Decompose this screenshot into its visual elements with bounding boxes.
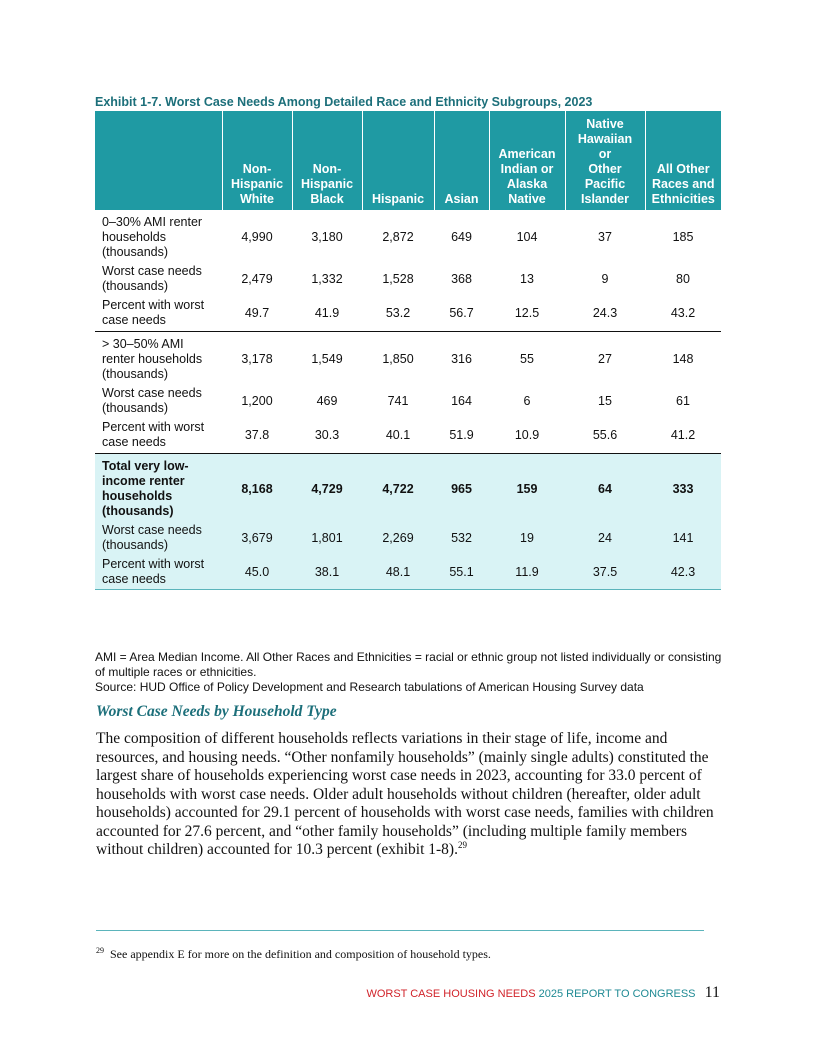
table-row [95,384,721,418]
exhibit-notes [95,650,725,695]
table-cell: 3,180 [311,230,343,244]
column-header-other: All Other Races and Ethnicities [645,111,721,210]
row-label: Worst case needs (thousands) [95,521,222,555]
table-row [95,210,721,262]
table-cell: 12.5 [489,296,565,332]
note-text: AMI = Area Median Income. All Other Races and Ethnicities = racial or ethnic group not listed individually or consisting of multiple races or ethnicities. [95,650,722,679]
table-cell: 741 [387,393,409,408]
table-cell: 316 [451,352,472,366]
table-cell: 30.3 [292,418,362,454]
table-cell: 49.7 [222,296,292,332]
table-cell: 11.9 [489,555,565,590]
table-cell: 37 [598,230,612,244]
table-cell: 55.1 [434,555,489,590]
table-cell: 2,269 [362,521,434,555]
table-cell: 13 [520,271,534,286]
table-cell: 56.7 [434,296,489,332]
table-cell: 164 [451,393,472,408]
table-cell: 55 [520,352,534,366]
table-cell: 3,178 [241,352,273,366]
table-cell: 1,332 [311,271,343,286]
table-cell: 10.9 [489,418,565,454]
footnote-divider [96,930,704,931]
table-cell: 64 [565,454,645,522]
row-label: Percent with worst case needs [95,555,222,590]
table-cell: 15 [598,393,612,408]
footnote-reference[interactable]: 29 [457,839,467,850]
table-cell: 41.2 [645,418,721,454]
table-cell: 965 [434,454,489,522]
row-label: Worst case needs (thousands) [102,386,202,415]
table-cell: 148 [672,352,694,366]
table-cell: 42.3 [645,555,721,590]
table-cell: 37.5 [565,555,645,590]
table-cell: 40.1 [362,418,434,454]
footer-report-title: WORST CASE HOUSING NEEDS [366,988,536,1000]
exhibit-title: Exhibit 1-7. Worst Case Needs Among Detailed Race and Ethnicity Subgroups, 2023 [95,95,593,109]
table-cell: 1,549 [311,352,343,366]
section-heading: Worst Case Needs by Household Type [96,703,337,720]
table-cell: 24.3 [565,296,645,332]
table-cell: 532 [434,521,489,555]
table-cell: 1,200 [241,393,273,408]
table-cell: 55.6 [565,418,645,454]
source-text: Source: HUD Office of Policy Development and Research tabulations of American Housing Survey data [95,680,644,694]
row-label: Percent with worst case needs [95,296,222,332]
table-cell: 38.1 [292,555,362,590]
table-cell: 51.9 [434,418,489,454]
footnote-number: 29 [96,946,104,955]
table-cell: 80 [676,271,690,286]
table-cell: 1,850 [382,352,414,366]
table-cell: 141 [645,521,721,555]
table-cell: 4,990 [241,230,273,244]
exhibit-table [95,111,721,590]
row-label: Total very low-income renter households (thousands) [95,454,222,522]
table-cell: 2,872 [382,230,414,244]
table-cell: 41.9 [292,296,362,332]
table-cell: 649 [451,230,472,244]
table-row [95,262,721,296]
table-row [95,454,721,522]
table-cell: 368 [451,271,472,286]
table-cell: 19 [489,521,565,555]
table-cell: 3,679 [222,521,292,555]
table-cell: 8,168 [222,454,292,522]
row-label: Percent with worst case needs [95,418,222,454]
table-cell: 469 [316,393,338,408]
footnote [96,946,716,962]
table-cell: 37.8 [222,418,292,454]
table-row [95,555,721,590]
table-row [95,332,721,385]
column-header-hispanic: Hispanic [362,111,434,210]
table-cell: 1,801 [292,521,362,555]
paragraph-text: The composition of different households reflects variations in their stage of life, income and resources, and housing needs. “Other nonfamily households” (mainly single adults) constituted the largest share of households experiencing worst case needs in 2023, accounting for 33.0 percent of households with worst case needs. Older adult households without children (hereafter, older adult households) accounted for 29.1 percent of households with worst case needs, families with children accounted for 27.6 percent, and “other family households” (including multiple family members without children) accounted for 10.3 percent (exhibit 1-8). [96,730,714,858]
table-cell: 2,479 [241,271,273,286]
table-cell: 1,528 [382,271,414,286]
table-cell: 185 [672,230,694,244]
table-row [95,296,721,332]
row-label: 0–30% AMI renter households (thousands) [102,215,203,259]
row-label: Worst case needs (thousands) [102,264,202,293]
column-header-aian: American Indian or Alaska Native [489,111,565,210]
footer-report-subtitle: 2025 REPORT TO CONGRESS [538,988,696,1000]
table-cell: 24 [565,521,645,555]
row-label: > 30–50% AMI renter households (thousands) [102,337,203,381]
group-30-50-ami [95,332,721,454]
table-cell: 4,729 [292,454,362,522]
page-number: 11 [704,984,720,1001]
table-header-row [95,111,721,210]
table-cell: 104 [516,230,538,244]
table-cell: 6 [523,393,531,408]
table-row [95,418,721,454]
table-cell: 4,722 [362,454,434,522]
footnote-text: See appendix E for more on the definition and composition of household types. [110,947,491,961]
table-cell: 159 [489,454,565,522]
table-cell: 43.2 [645,296,721,332]
body-paragraph [96,730,726,860]
column-header-nh-white: Non- Hispanic White [222,111,292,210]
group-total [95,454,721,590]
group-0-30-ami [95,210,721,332]
table-cell: 9 [601,271,609,286]
column-header-asian: Asian [434,111,489,210]
column-header-nhpi: Native Hawaiian or Other Pacific Islander [565,111,645,210]
table-cell: 27 [598,352,612,366]
table-cell: 48.1 [362,555,434,590]
table-cell: 45.0 [222,555,292,590]
table-row [95,521,721,555]
column-header-nh-black: Non- Hispanic Black [292,111,362,210]
table-cell: 53.2 [362,296,434,332]
table-cell: 333 [645,454,721,522]
column-header-label [95,111,222,210]
table-cell: 61 [676,393,690,408]
page-footer [366,984,720,1002]
